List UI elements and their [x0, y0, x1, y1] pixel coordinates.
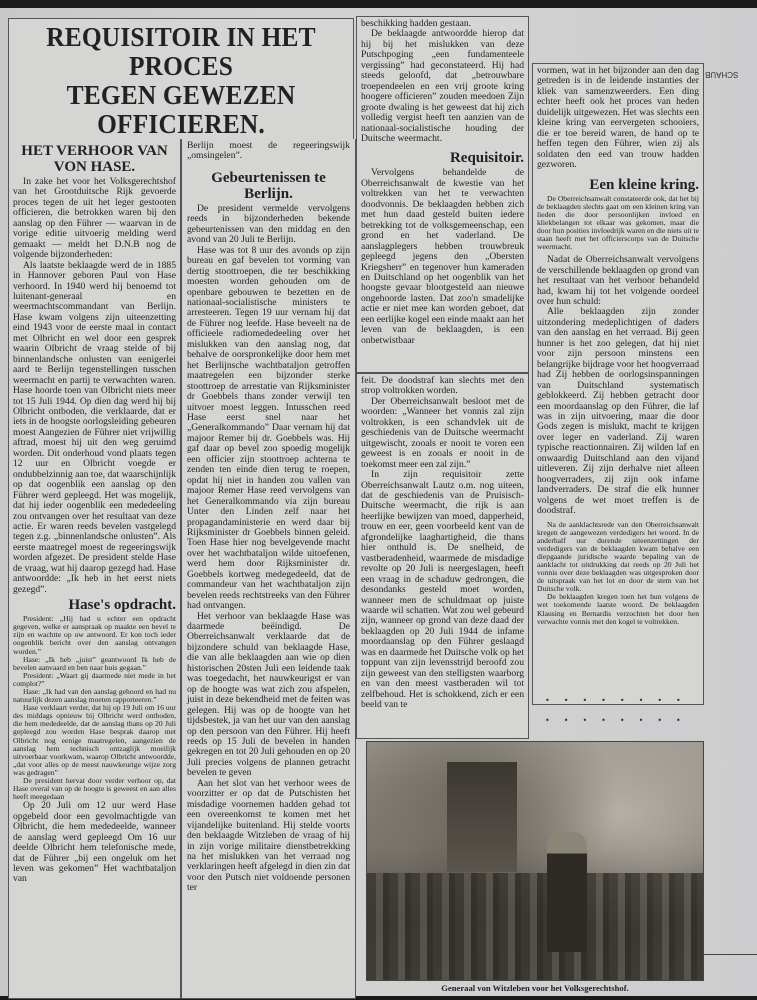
- paragraph: De Oberreichsanwalt constateerde ook, dat het bij de beklaagden slechts gaat om een kleinen kring van lieden die door persoonlijken invloed en kliekbelangen tot elkaar was gekomen, maar die door hun posities invloedrijk waren en die niets uit te staan heeft met het officierscorps van de Duitsche weermacht.: [537, 193, 699, 252]
- paragraph: beschikking hadden gestaan.: [361, 18, 472, 29]
- photo-pulpit: [447, 762, 517, 872]
- paragraph: De president vermelde vervolgens reeds in bijzonderheden bekende gebeurtenissen van den middag en den avond van 20 Juli te Berlijn.: [187, 202, 350, 246]
- column-2-text: [187, 204, 350, 894]
- paragraph: In zijn requisitoir zette Oberreichsanwalt Lautz o.m. nog uiteen, dat de geschiedenis van de Pruisisch-Duitsche weermacht, die rijk is aan heerlijke bewijzen van moed, dapperheid, trouw en eer, geen voorbeeld kent van de afgrondelijke laaghartigheid, die thans hier onthuld is. De snelheid, de vastberadenheid, waarmede de misdadige revolte op 20 Juli is neergeslagen, heeft een vraag in de schaduw gedrongen, die desondanks gesteld moet worden, wanneer men de schuldmaat op juiste waarde wil schatten. Wat zou wel gebeurd zijn, wanneer op grond van deze daad der beklaagden op 20 Juli 1944 de infame moordaanslag op den Führer geslaagd was en daarmede het Duitsche volk op het toppunt van zijn levensstrijd beroofd zou zijn geweest van den stelligsten waarborg en van den meest vastberaden wil tot zelfbehoud. Het is schokkend, zich er een beeld van te: [361, 469, 524, 711]
- photo-caption: Generaal von Witzleben voor het Volksgerechtshof.: [441, 983, 629, 993]
- paragraph: Alle beklaagden zijn zonder uitzondering medeplichtigen of daders van den aanslag en het verraad. Bij geen hunner is het zoo gelegen, dat hij niet voor zijn persoon minstens een belangrijke bijdrage voor het hoogverraad had Zij hebben de oorlogsinspanningen van Duitschland systematisch geblokkeerd. Zij hebben getracht door een moordaanslag op den Führer, die laf was in zijn uitvoering, maar die door Gods zegen is mislukt, macht te krijgen over leger en vaderland. Zij waren typische reactionnairen. Zij wilden laf en onwaardig Duitschland aan den vijand uitleveren. Zij zijn derhalve niet alleen hoogverraders, zij zijn ook infame landverraders. De straf die elk hunner volgens de wet moet treffen is de doodstraf.: [537, 306, 699, 517]
- paragraph: Der Oberreichsanwalt besloot met de woorden: „Wanneer het vonnis zal zijn voltrokken, is een schandvlek uit de geschiedenis van de Duitsche weermacht uitgewischt, zooals er nooit te voren een geweest is en zooals er nooit in de toekomst meer een zal zijn.”: [361, 395, 524, 470]
- photo-standing-figure: [547, 832, 587, 952]
- column-4-small-text: [537, 195, 699, 252]
- section-title-opdracht: Hase's opdracht.: [68, 597, 176, 614]
- column-1: [8, 139, 181, 999]
- paragraph: Berlijn moest de regeeringswijk „omsingelen”.: [187, 140, 350, 162]
- dotted-separator: ••••••••: [545, 716, 695, 725]
- headline-line-2: TEGEN GEWEZEN OFFICIEREN.: [66, 80, 296, 139]
- paragraph: Hase verklaart verder, dat hij op 19 Juli om 16 uur des middags opnieuw bij Olbricht werd ontboden, die hem mededeelde, dat de aanslag thans op 20 Juli gepleegd zou worden Hase besprak daarop met Olbricht nog eenige maatregelen, aangezien de aanslag hem technisch ontzaglijk moeilijk uitvoerbaar voorkwam, waarop Olbricht antwoordde, „dat voor alles op de meest nauwkeurige wijze zorg was gedragen”: [13, 703, 177, 777]
- court-photo: [366, 741, 704, 981]
- margin-label: SCHAUB: [705, 70, 739, 79]
- paragraph: vormen, wat in het bijzonder aan den dag getreden is in de leidende instanties der kliek van samenzweerders. Een ding echter heeft ook het proces van heden duidelijk uitgewezen. Het was slechts een kleine kring van eervergeten schooiers, die er toe bereid waren, de hand op te heffen tegen den Führer, wien zij als soldaten den eed van trouw hadden gezworen.: [537, 65, 699, 171]
- paragraph: Na de aanklachtsrede van den Oberreichsanwalt kregen de aangewezen verdedigers het woord. In de anderhalf uur durende uiteenzettingen der verdedigers van de beklaagden kwam behalve een diepgaande juridische waarde bepaling van de aanklacht tot uitdrukking dat reeds op 20 Juli het vonnis over deze beklaagden was uitgesproken door de uitspraak van het lot en door de stem van het Duitsche volk.: [537, 519, 699, 594]
- section-title-requisitoir: Requisitoir.: [449, 150, 524, 167]
- paragraph: De beklaagden kregen toen het hun volgens de wet toekomende laatste woord. De beklaagden Klausing en Bernardis verzochten het door hen verwachte vonnis met den kogel te voltrekken.: [537, 592, 699, 626]
- paragraph: Als laatste beklaagde werd de in 1885 in Hannover geboren Paul von Hase verhoord. In 1940 werd hij benoemd tot luitenant-generaal en weermachtscommandant van Berlijn. Hase kwam volgens zijn uiteenzetting eind 1943 voor de eerste maal in contact met Olbricht en wel door een gesprek waarin Olbricht de vraag stelde of bij binnenlandsche onlusten van eenigerlei aard te Berlijn tegenstellingen tusschen weermacht en partij te verwachten waren. Hase hoorde toen van Olbricht niets meer tot 15 Juli 1944. Op dien dag werd hij bij Olbricht ontboden, die verklaarde, dat er iets in de hoogste oorlogsleiding gebeuren moest Aangezien de Führer niet vrijwillig aftrad, moest hij uit den weg geruimd worden. Dit onderhoud vond plaats tegen 12 uur en Olbricht voegde er ondubbelzinnig aan toe, dat waarschijnlijk op dat oogenblik een aanslag op den Führer werd gepleegd. Het was mogelijk, dat hij ieder oogenblik een mededeeling zou ontvangen over het resultaat van deze actie. Er waren reeds bevelen vastgelegd tegen z.g. „binnenlandsche onlusten”. Als eerste maatregel moest de regeeringswijk worden afgezet. De president stelde Hase de vraag, wat hij daarop gezegd had. Hase antwoordde: „Ik heb in het eerst niets gezegd”.: [13, 259, 176, 595]
- paragraph: Aan het slot van het verhoor wees de voorzitter er op dat de Putschisten het misdadige voornemen hadden gehad tot een overeenkomst te komen met het vijandelijke buitenland. Hij stelde voorts den beklaagde Witzleben de vraag of hij in zijn vorige militaire dienstbetrekking na het mislukken van het verraad nog verklaringen heeft afgelegd in dien zin dat voor den Putsch niet voldoende personen ter: [187, 777, 350, 894]
- paragraph: Hase was tot 8 uur des avonds op zijn bureau en gaf bevelen tot vorming van dertig stoottroepen, die ter beschikking moesten worden gehouden om de openbare gebouwen te bezetten en de nationaal-socialistische ministers te arresteeren. Tegen 19 uur vernam hij dat de Führer nog leefde. Hase beveelt na de officieele radiomededeeling over het mislukken van den aanslag nog, dat behalve de oorspronkelijke door hem met het Berlijnsche wachtbataljon getroffen maatregelen een bijzonder sterke stoottroep de arrestatie van Rijksminister dr Goebbels thans zonder verwijl ten uitvoer moest leggen. Intusschen reed Hase eerst snel naar het „Generalkommando” Daar vernam hij dat majoor Remer bij dr. Goebbels was. Hij gaf daar op bevel zoo spoedig mogelijk een officier zijn stoottroep achterna te zenden ten einde dien terug te roepen, opdat hij niet in handen zou vallen van majoor Remer Hase reed vervolgens van het Generalkommando via zijn bureau Unter den Linden zelf naar het propagandaministerie en werd daar bij Rijksminister dr Goebbels binnen geleid. Toen Hase hier nog bevelgevende macht over het wachtbataljon wilde uitoefenen, werd hem door Rijksminister dr. Goebbels kortweg medegedeeld, dat de commandeur van het wachtbataljon zijn bevelen reeds rechtstreeks van den Führer had ontvangen.: [187, 244, 350, 612]
- column-2: [181, 139, 356, 999]
- column-3-text-requisitoir: [361, 168, 524, 346]
- paragraph: Nadat de Oberreichsanwalt vervolgens de verschillende beklaagden op grond van het resultaat van het verhoor behandeld had, kwam hij tot het volgende oordeel over hun schuld:: [537, 254, 699, 307]
- column-3-top: [356, 16, 529, 373]
- horizontal-rule: [704, 954, 757, 955]
- paragraph: De beklaagde antwoordde hierop dat hij bij het mislukken van deze Putschpoging „een fundamenteele vergissing” had geconstateerd. Hij had steeds geloofd, dat „betrouwbare troependeelen en een vrij groote kring hoogere officieren” zouden meedoen Zijn groote dwaling is het geweest dat hij zich volledig vergist heeft ten aanzien van de nationaal-socialistische houding der Duitsche weermacht.: [361, 28, 524, 144]
- newspaper-page: [0, 8, 757, 996]
- paragraph: Hase: „Ik heb „juist” geantwoord Ik heb de bevelen aanvaard en ben naar huis gegaan.”: [13, 654, 176, 672]
- section-title-verhoor: [13, 143, 176, 175]
- paragraph: Het verhoor van beklaagde Hase was daarmede beëindigd. De Oberreichsanwalt verklaarde dat de bijzondere schuld van beklaagde Hase, die van alle beklaagden aan wie op dien historischen 20sten Juli een leidende taak was toegedacht, het nauwkeurigst er van op de hoogte was wat zich zou afspelen, juist in deze bekendheid met de feiten was gelegen. Hij was op de hoogte van het tijdsbestek, ja van het uur van den aanslag op den persoon van den Führer. Hij heeft reeds op 15 Juli de bevelen in handen gekregen en tot 20 Juli gehouden en op 20 Juli precies volgens de plannen getracht bevelen te geven: [187, 610, 350, 779]
- paragraph: Op 20 Juli om 12 uur werd Hase opgebeld door een gevolmachtigde van Olbricht, die hem mededeelde, wanneer de aanslag werd gepleegd Om 16 uur deelde Olbricht hem telefonische mede, dat de Führer „bij een ongeluk om het leven was gekomen” Het wachtbataljon van: [13, 800, 176, 885]
- paragraph: In zake het voor het Volksgerechtshof van het Grootduitsche Rijk gevoerde proces tegen de uit het leger gestooten officieren, die betrokken waren bij den aanslag op den Führer — waarvan in de vorige editie uitvoerig melding werd gemaakt — meldt het D.N.B nog de volgende bijzonderheden:: [13, 176, 176, 261]
- section-title-kring: Een kleine kring.: [589, 176, 699, 193]
- column-4-small-text-end: [537, 521, 699, 626]
- column-3-text-top: [361, 19, 524, 144]
- section-title-line: VON HASE.: [53, 159, 136, 175]
- column-4: [532, 63, 704, 705]
- column-4-text-top: [537, 66, 699, 171]
- column-4-text: [537, 255, 699, 516]
- section-title-berlijn: [187, 170, 350, 202]
- column-3-text: [361, 376, 524, 711]
- section-title-line: Berlijn.: [244, 185, 293, 202]
- paragraph: President: „Hij had u echter een opdracht gegeven, welke er aanspraak op maakte een bevel te zijn en wachtte op uw antwoord. Er kon toch ieder oogenblik bericht over den aanslag ontvangen worden.”: [13, 614, 176, 656]
- paragraph: Hase: „Ik had van den aanslag gehoord en had nu natuurlijk dezen aanslag moeten rapporteeren.”: [13, 686, 176, 705]
- column-1-text-end: [13, 801, 176, 885]
- paragraph: De president hervat door verder verhoor op, dat Hase overal van op de hoogte is geweest en aan alles heeft meegedaan: [13, 776, 176, 802]
- column-2-text-top: [187, 141, 350, 162]
- column-3-bottom: [356, 373, 529, 739]
- headline-line-1: REQUISITOIR IN HET PROCES: [46, 22, 316, 81]
- paragraph: feit. De doodstraf kan slechts met den strop voltrokken worden.: [361, 375, 524, 397]
- column-1-small-text: [13, 615, 176, 801]
- section-title-line: HET VERHOOR VAN: [21, 143, 168, 159]
- headline-block: [8, 18, 354, 141]
- dotted-separator: ••••••••: [545, 696, 695, 705]
- section-title-line: Gebeurtenissen te: [211, 169, 326, 186]
- photo-crowd: [367, 873, 703, 980]
- paragraph: President: „Waart gij daarmede niet mede in het complot?”: [13, 670, 176, 688]
- column-1-text: [13, 177, 176, 595]
- paragraph: Vervolgens behandelde de Oberreichsanwalt de kwestie van het voltrekken van het te verwachten doodvonnis. De beklaagden hebben zich met hun daad gesteld buiten iedere betrekking tot de volksgemeenschap, een grond en het vaderland. De aanslagplegers hebben trouwbreuk gepleegd jegens den „Obersten Kriegsherr” en tegenover hun kameraden en Duitschland op het oogenblik van het hoogste gevaar blootgesteld aan nieuwe ongehoorde lasten. Dat zoo'n smadelijke actie er niet mee kan worden geboet, dat een eerlijke kogel een einde maakt aan het leven van de beklaagden, is een onbetwistbaar: [361, 167, 524, 346]
